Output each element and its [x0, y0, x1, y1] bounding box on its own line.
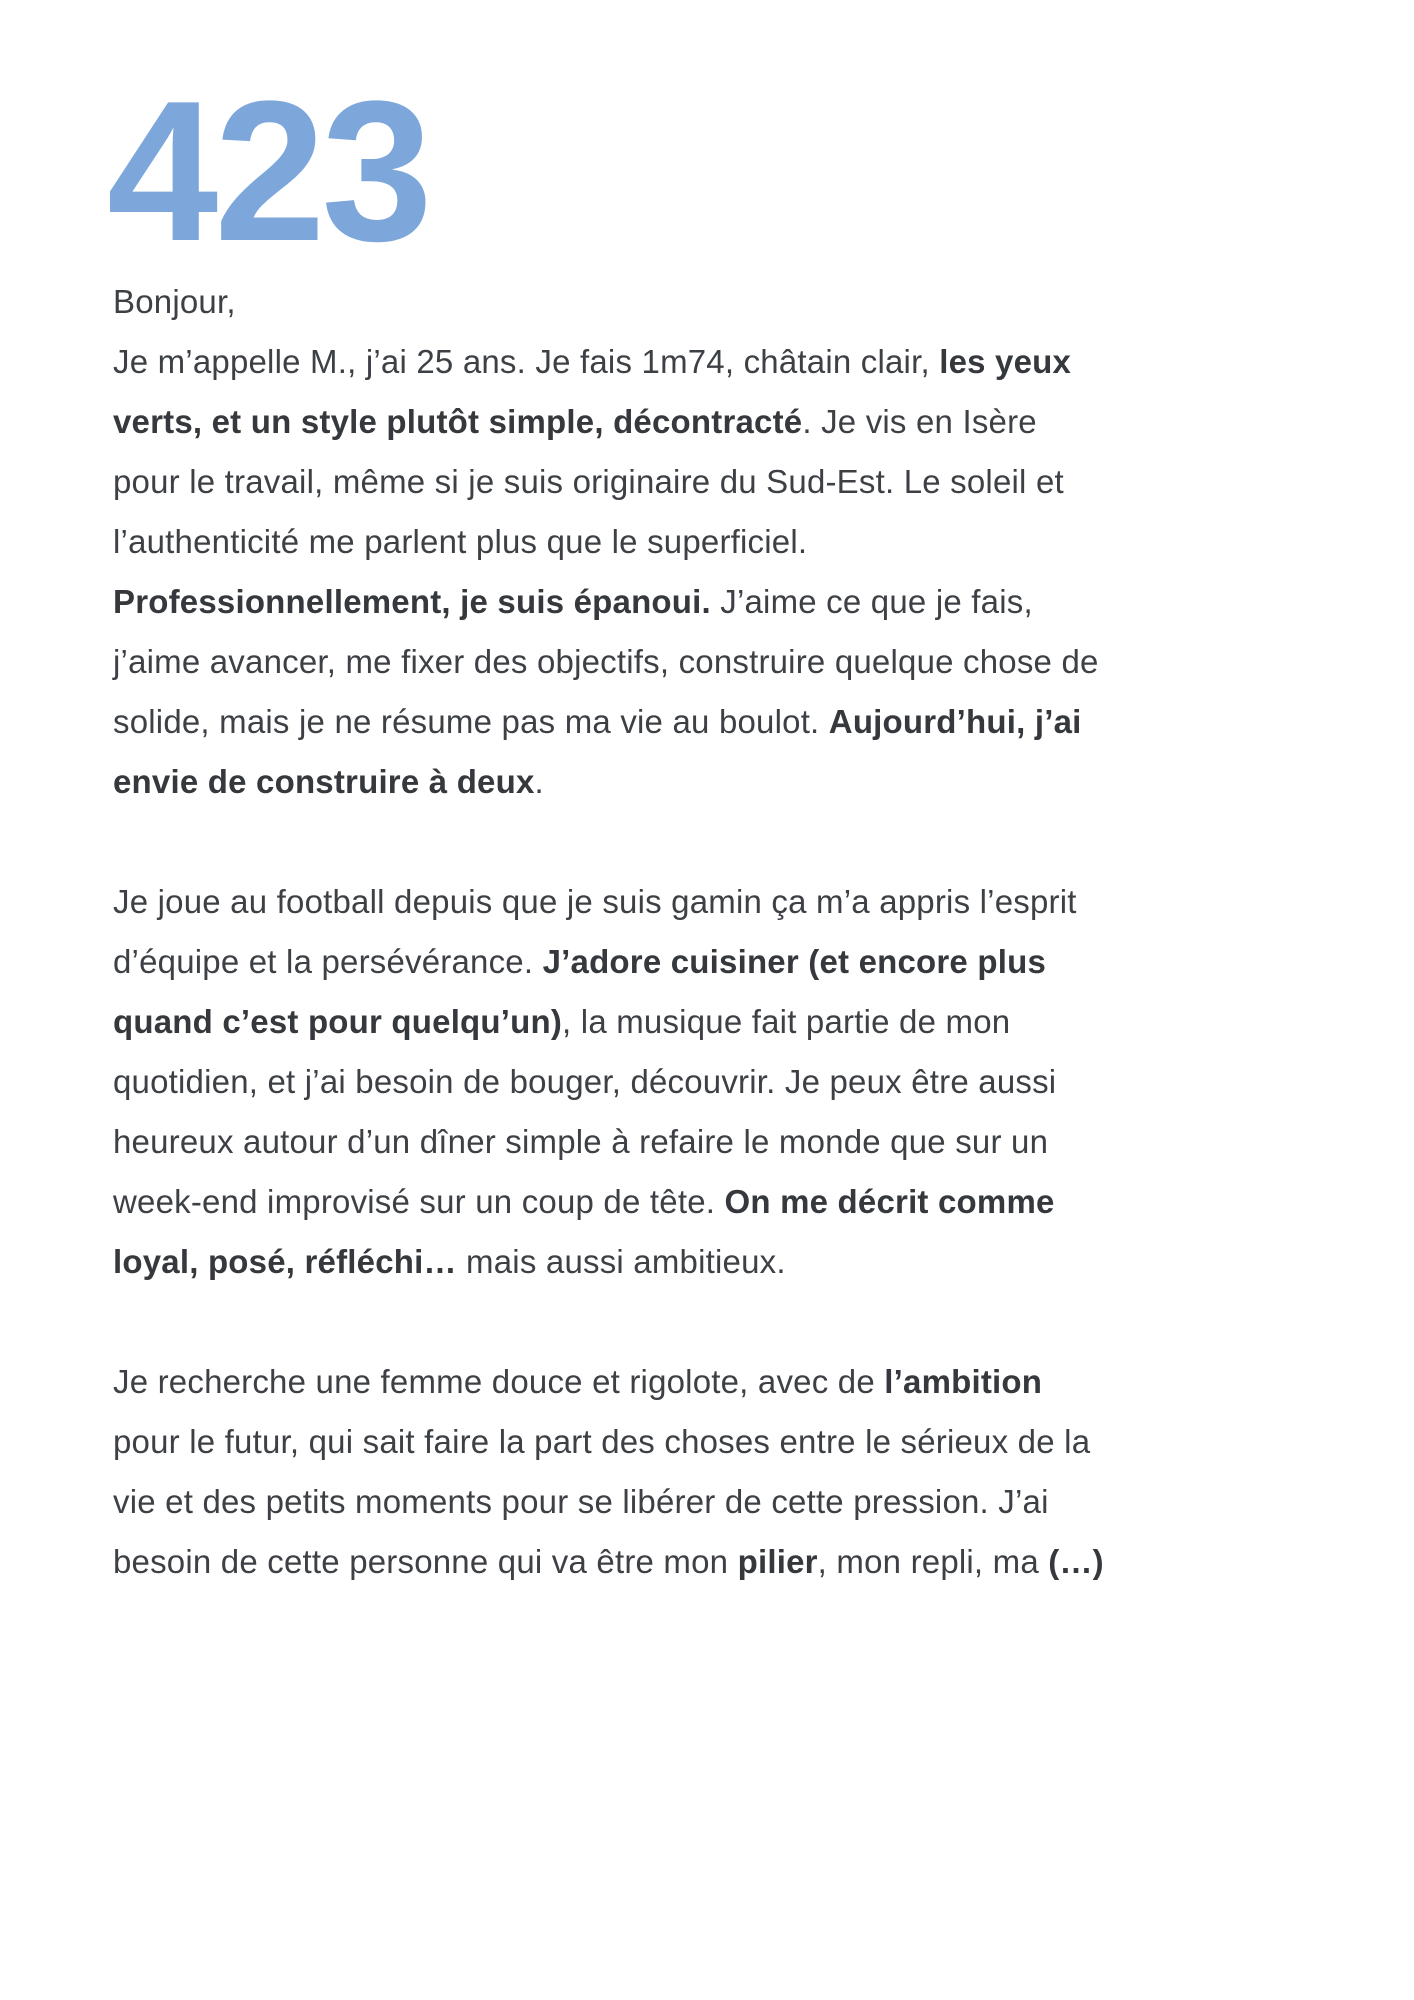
- text-run: mais aussi ambitieux.: [456, 1243, 786, 1280]
- text-run: Bonjour,: [113, 283, 236, 320]
- text-run: Je recherche une femme douce et rigolote, avec de: [113, 1363, 885, 1400]
- bold-text-run: Professionnellement, je suis épanoui.: [113, 583, 711, 620]
- text-run: , la musique fait partie de mon quotidien, et j’ai besoin de bouger, découvrir. Je peux être aussi heureux autour d’un dîner simple à refaire le monde que sur un week-end improvisé sur un coup de tête.: [113, 1003, 1057, 1220]
- page-number: 423: [107, 60, 429, 283]
- paragraph: [113, 332, 1105, 572]
- paragraph: [113, 872, 1105, 1292]
- text-run: Je joue au football depuis que je suis gamin ça m’a appris l’esprit d’équipe et la persévérance.: [113, 883, 1077, 980]
- bold-text-run: On me décrit comme loyal, posé, réfléchi…: [113, 1183, 1055, 1280]
- paragraph: [113, 1352, 1105, 1592]
- bold-text-run: (…): [1048, 1543, 1104, 1580]
- bold-text-run: l’ambition: [884, 1363, 1043, 1400]
- bold-text-run: Aujourd’hui, j’ai envie de construire à deux: [113, 703, 1082, 800]
- profile-text: [113, 272, 1105, 1592]
- paragraph: [113, 572, 1105, 812]
- bold-text-run: les yeux verts, et un style plutôt simple, décontracté: [113, 343, 1072, 440]
- bold-text-run: J’adore cuisiner (et encore plus quand c’est pour quelqu’un): [113, 943, 1046, 1040]
- text-run: . Je vis en Isère pour le travail, même si je suis originaire du Sud-Est. Le soleil et l’authenticité me parlent plus que le superficiel.: [113, 403, 1064, 560]
- bold-text-run: pilier: [737, 1543, 818, 1580]
- text-run: pour le futur, qui sait faire la part des choses entre le sérieux de la vie et des petits moments pour se libérer de cette pression. J’ai besoin de cette personne qui va être mon: [113, 1423, 1091, 1580]
- text-run: Je m’appelle M., j’ai 25 ans. Je fais 1m74, châtain clair,: [113, 343, 940, 380]
- text-run: , mon repli, ma: [817, 1543, 1049, 1580]
- text-run: .: [534, 763, 544, 800]
- text-run: J’aime ce que je fais, j’aime avancer, me fixer des objectifs, construire quelque chose de solide, mais je ne résume pas ma vie au boulot.: [113, 583, 1099, 740]
